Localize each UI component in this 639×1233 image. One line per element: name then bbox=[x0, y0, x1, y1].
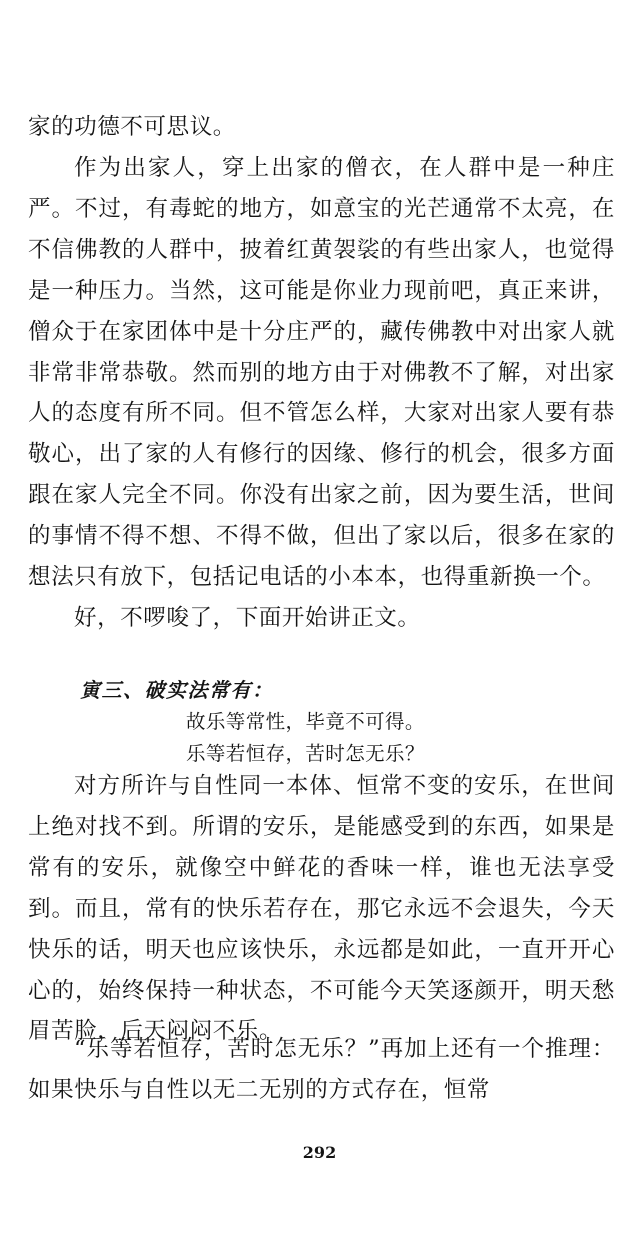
page-number: 292 bbox=[302, 1143, 337, 1162]
paragraph-commentary-continued: “乐等若恒存，苦时怎无乐？”再加上还有一个推理：如果快乐与自性以无二无别的方式存在，恒常 bbox=[28, 1036, 615, 1103]
paragraph-commentary: 对方所许与自性同一本体、恒常不变的安乐，在世间上绝对找不到。所谓的安乐，是能感受到的东西，如果是常有的安乐，就像空中鲜花的香味一样，谁也无法享受到。而且，常有的快乐若存在，那它永远不会退失，今天快乐的话，明天也应该快乐，永远都是如此，一直开开心心的，始终保持一种状态，不可能今天笑逐颜开，明天愁眉苦脸，后天闷闷不乐。 bbox=[28, 773, 615, 1045]
verse-line-1: 故乐等常性，毕竟不可得。 bbox=[186, 710, 425, 733]
section-heading: 寅三、破实法常有： bbox=[80, 678, 274, 702]
paragraph-transition: 好，不啰唆了，下面开始讲正文。 bbox=[74, 605, 421, 631]
paragraph-continued: 家的功德不可思议。 bbox=[28, 114, 236, 140]
verse-line-2: 乐等若恒存，苦时怎无乐？ bbox=[186, 742, 425, 765]
paragraph-monastic-dignity: 作为出家人，穿上出家的僧衣，在人群中是一种庄严。不过，有毒蛇的地方，如意宝的光芒通常不太亮，在不信佛教的人群中，披着红黄袈裟的有些出家人，也觉得是一种压力。当然，这可能是你业力现前吧，真正来讲，僧众于在家团体中是十分庄严的，藏传佛教中对出家人就非常非常恭敬。然而别的地方由于对佛教不了解，对出家人的态度有所不同。但不管怎么样，大家对出家人要有恭敬心，出了家的人有修行的因缘、修行的机会，很多方面跟在家人完全不同。你没有出家之前，因为要生活，世间的事情不得不想、不得不做，但出了家以后，很多在家的想法只有放下，包括记电话的小本本，也得重新换一个。 bbox=[28, 155, 615, 591]
